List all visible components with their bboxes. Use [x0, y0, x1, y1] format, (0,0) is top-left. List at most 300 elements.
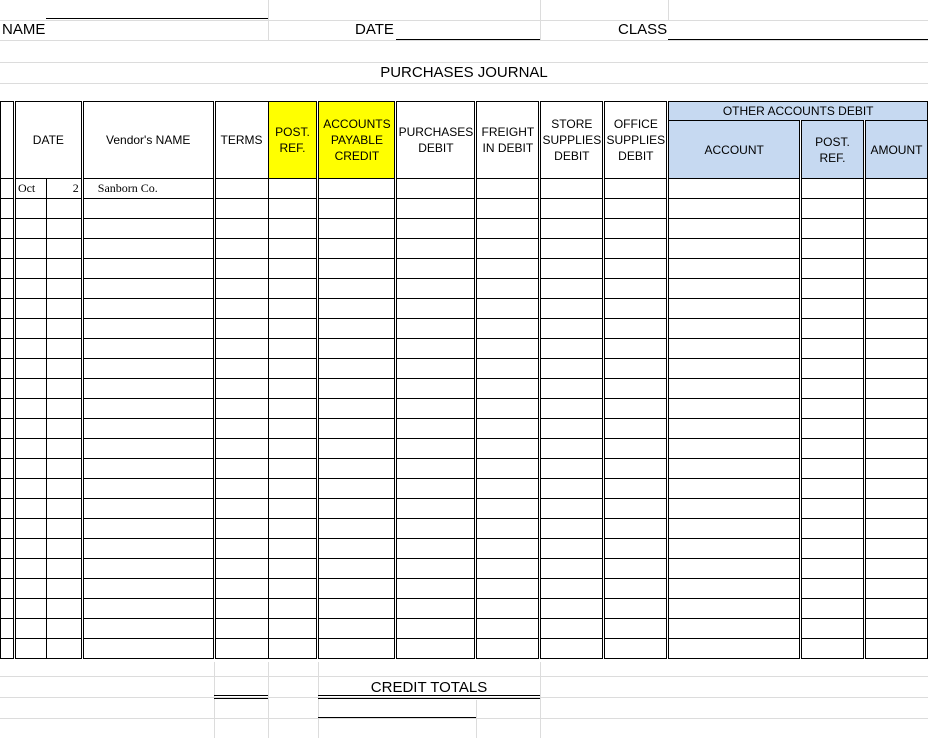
entry-post-ref-cell[interactable]	[268, 459, 318, 479]
entry-terms-cell[interactable]	[214, 419, 268, 439]
entry-freight-debit-cell[interactable]	[476, 179, 540, 199]
entry-other-account-cell[interactable]	[668, 239, 801, 259]
entry-ap-credit-cell[interactable]	[318, 579, 396, 599]
entry-other-post-ref-cell[interactable]	[801, 599, 865, 619]
entry-month-cell[interactable]	[14, 399, 46, 419]
entry-other-post-ref-cell[interactable]	[801, 539, 865, 559]
entry-day-cell[interactable]	[46, 219, 82, 239]
entry-office-supplies-cell[interactable]	[604, 619, 668, 639]
entry-other-amount-cell[interactable]	[864, 319, 927, 339]
entry-month-cell[interactable]	[14, 619, 46, 639]
entry-terms-cell[interactable]	[214, 179, 268, 199]
entry-day-cell[interactable]	[46, 259, 82, 279]
entry-other-post-ref-cell[interactable]	[801, 619, 865, 639]
entry-other-account-cell[interactable]	[668, 599, 801, 619]
entry-store-supplies-cell[interactable]	[540, 319, 604, 339]
entry-post-ref-cell[interactable]	[268, 299, 318, 319]
entry-other-amount-cell[interactable]	[864, 419, 927, 439]
entry-other-post-ref-cell[interactable]	[801, 519, 865, 539]
entry-other-post-ref-cell[interactable]	[801, 179, 865, 199]
entry-month-cell[interactable]	[14, 299, 46, 319]
entry-terms-cell[interactable]	[214, 539, 268, 559]
entry-store-supplies-cell[interactable]	[540, 439, 604, 459]
entry-store-supplies-cell[interactable]	[540, 579, 604, 599]
entry-month-cell[interactable]	[14, 479, 46, 499]
entry-other-amount-cell[interactable]	[864, 459, 927, 479]
entry-day-cell[interactable]	[46, 379, 82, 399]
entry-freight-debit-cell[interactable]	[476, 619, 540, 639]
entry-other-amount-cell[interactable]	[864, 579, 927, 599]
entry-store-supplies-cell[interactable]	[540, 339, 604, 359]
entry-month-cell[interactable]	[14, 319, 46, 339]
entry-ap-credit-cell[interactable]	[318, 379, 396, 399]
entry-store-supplies-cell[interactable]	[540, 279, 604, 299]
entry-post-ref-cell[interactable]	[268, 279, 318, 299]
entry-vendor-cell[interactable]	[82, 399, 214, 419]
entry-purchases-debit-cell[interactable]	[396, 379, 476, 399]
entry-terms-cell[interactable]	[214, 519, 268, 539]
entry-month-cell[interactable]	[14, 459, 46, 479]
entry-month-cell[interactable]	[14, 239, 46, 259]
entry-ap-credit-cell[interactable]	[318, 199, 396, 219]
entry-month-cell[interactable]	[14, 499, 46, 519]
entry-vendor-cell[interactable]	[82, 459, 214, 479]
entry-other-amount-cell[interactable]	[864, 219, 927, 239]
entry-other-account-cell[interactable]	[668, 499, 801, 519]
entry-terms-cell[interactable]	[214, 399, 268, 419]
entry-purchases-debit-cell[interactable]	[396, 279, 476, 299]
entry-post-ref-cell[interactable]	[268, 219, 318, 239]
entry-office-supplies-cell[interactable]	[604, 559, 668, 579]
entry-purchases-debit-cell[interactable]	[396, 599, 476, 619]
entry-store-supplies-cell[interactable]	[540, 419, 604, 439]
entry-store-supplies-cell[interactable]	[540, 619, 604, 639]
entry-other-amount-cell[interactable]	[864, 239, 927, 259]
entry-purchases-debit-cell[interactable]	[396, 319, 476, 339]
entry-terms-cell[interactable]	[214, 619, 268, 639]
entry-vendor-cell[interactable]	[82, 339, 214, 359]
entry-purchases-debit-cell[interactable]	[396, 459, 476, 479]
entry-month-cell[interactable]	[14, 639, 46, 659]
entry-post-ref-cell[interactable]	[268, 339, 318, 359]
entry-post-ref-cell[interactable]	[268, 639, 318, 659]
entry-post-ref-cell[interactable]	[268, 179, 318, 199]
entry-purchases-debit-cell[interactable]	[396, 399, 476, 419]
entry-freight-debit-cell[interactable]	[476, 639, 540, 659]
entry-post-ref-cell[interactable]	[268, 539, 318, 559]
entry-other-post-ref-cell[interactable]	[801, 199, 865, 219]
entry-office-supplies-cell[interactable]	[604, 479, 668, 499]
entry-office-supplies-cell[interactable]	[604, 639, 668, 659]
entry-purchases-debit-cell[interactable]	[396, 299, 476, 319]
entry-day-cell[interactable]	[46, 599, 82, 619]
entry-day-cell[interactable]	[46, 639, 82, 659]
entry-other-account-cell[interactable]	[668, 299, 801, 319]
entry-month-cell[interactable]	[14, 359, 46, 379]
entry-post-ref-cell[interactable]	[268, 319, 318, 339]
entry-day-cell[interactable]	[46, 559, 82, 579]
entry-vendor-cell[interactable]	[82, 559, 214, 579]
entry-post-ref-cell[interactable]	[268, 199, 318, 219]
entry-other-amount-cell[interactable]	[864, 379, 927, 399]
entry-vendor-cell[interactable]	[82, 599, 214, 619]
name-field[interactable]	[46, 18, 268, 19]
entry-freight-debit-cell[interactable]	[476, 339, 540, 359]
entry-purchases-debit-cell[interactable]	[396, 639, 476, 659]
entry-store-supplies-cell[interactable]	[540, 459, 604, 479]
entry-terms-cell[interactable]	[214, 639, 268, 659]
entry-other-amount-cell[interactable]	[864, 299, 927, 319]
entry-other-amount-cell[interactable]	[864, 439, 927, 459]
entry-office-supplies-cell[interactable]	[604, 459, 668, 479]
entry-other-account-cell[interactable]	[668, 639, 801, 659]
entry-post-ref-cell[interactable]	[268, 439, 318, 459]
date-field[interactable]	[396, 39, 540, 40]
entry-office-supplies-cell[interactable]	[604, 339, 668, 359]
entry-other-post-ref-cell[interactable]	[801, 399, 865, 419]
entry-ap-credit-cell[interactable]	[318, 539, 396, 559]
entry-store-supplies-cell[interactable]	[540, 599, 604, 619]
entry-other-account-cell[interactable]	[668, 359, 801, 379]
entry-store-supplies-cell[interactable]	[540, 239, 604, 259]
entry-store-supplies-cell[interactable]	[540, 299, 604, 319]
entry-other-account-cell[interactable]	[668, 539, 801, 559]
entry-office-supplies-cell[interactable]	[604, 379, 668, 399]
entry-store-supplies-cell[interactable]	[540, 399, 604, 419]
entry-freight-debit-cell[interactable]	[476, 199, 540, 219]
entry-vendor-cell[interactable]	[82, 499, 214, 519]
entry-day-cell[interactable]: 2	[46, 179, 82, 199]
entry-day-cell[interactable]	[46, 419, 82, 439]
entry-terms-cell[interactable]	[214, 579, 268, 599]
entry-freight-debit-cell[interactable]	[476, 379, 540, 399]
entry-other-post-ref-cell[interactable]	[801, 259, 865, 279]
entry-office-supplies-cell[interactable]	[604, 579, 668, 599]
entry-other-account-cell[interactable]	[668, 259, 801, 279]
entry-terms-cell[interactable]	[214, 379, 268, 399]
entry-ap-credit-cell[interactable]	[318, 219, 396, 239]
entry-vendor-cell[interactable]	[82, 319, 214, 339]
entry-purchases-debit-cell[interactable]	[396, 239, 476, 259]
entry-terms-cell[interactable]	[214, 439, 268, 459]
entry-day-cell[interactable]	[46, 439, 82, 459]
entry-ap-credit-cell[interactable]	[318, 559, 396, 579]
entry-other-account-cell[interactable]	[668, 519, 801, 539]
entry-terms-cell[interactable]	[214, 299, 268, 319]
entry-vendor-cell[interactable]	[82, 419, 214, 439]
entry-terms-cell[interactable]	[214, 279, 268, 299]
entry-day-cell[interactable]	[46, 299, 82, 319]
entry-other-amount-cell[interactable]	[864, 619, 927, 639]
entry-freight-debit-cell[interactable]	[476, 359, 540, 379]
entry-vendor-cell[interactable]	[82, 239, 214, 259]
entry-freight-debit-cell[interactable]	[476, 539, 540, 559]
entry-purchases-debit-cell[interactable]	[396, 539, 476, 559]
entry-purchases-debit-cell[interactable]	[396, 579, 476, 599]
entry-other-amount-cell[interactable]	[864, 199, 927, 219]
entry-post-ref-cell[interactable]	[268, 519, 318, 539]
entry-office-supplies-cell[interactable]	[604, 259, 668, 279]
entry-vendor-cell[interactable]	[82, 259, 214, 279]
entry-office-supplies-cell[interactable]	[604, 359, 668, 379]
entry-purchases-debit-cell[interactable]	[396, 359, 476, 379]
entry-store-supplies-cell[interactable]	[540, 359, 604, 379]
entry-store-supplies-cell[interactable]	[540, 559, 604, 579]
entry-month-cell[interactable]	[14, 259, 46, 279]
entry-store-supplies-cell[interactable]	[540, 539, 604, 559]
entry-office-supplies-cell[interactable]	[604, 239, 668, 259]
entry-terms-cell[interactable]	[214, 199, 268, 219]
entry-day-cell[interactable]	[46, 399, 82, 419]
entry-terms-cell[interactable]	[214, 259, 268, 279]
entry-freight-debit-cell[interactable]	[476, 519, 540, 539]
entry-post-ref-cell[interactable]	[268, 479, 318, 499]
entry-office-supplies-cell[interactable]	[604, 199, 668, 219]
entry-vendor-cell[interactable]	[82, 299, 214, 319]
entry-office-supplies-cell[interactable]	[604, 539, 668, 559]
entry-purchases-debit-cell[interactable]	[396, 179, 476, 199]
entry-purchases-debit-cell[interactable]	[396, 199, 476, 219]
entry-office-supplies-cell[interactable]	[604, 219, 668, 239]
entry-freight-debit-cell[interactable]	[476, 319, 540, 339]
entry-freight-debit-cell[interactable]	[476, 559, 540, 579]
entry-other-post-ref-cell[interactable]	[801, 579, 865, 599]
entry-other-post-ref-cell[interactable]	[801, 499, 865, 519]
entry-terms-cell[interactable]	[214, 599, 268, 619]
entry-month-cell[interactable]	[14, 339, 46, 359]
entry-day-cell[interactable]	[46, 319, 82, 339]
entry-other-amount-cell[interactable]	[864, 279, 927, 299]
entry-terms-cell[interactable]	[214, 339, 268, 359]
entry-freight-debit-cell[interactable]	[476, 259, 540, 279]
entry-other-amount-cell[interactable]	[864, 559, 927, 579]
entry-month-cell[interactable]	[14, 519, 46, 539]
entry-post-ref-cell[interactable]	[268, 599, 318, 619]
entry-month-cell[interactable]	[14, 199, 46, 219]
entry-purchases-debit-cell[interactable]	[396, 499, 476, 519]
entry-other-post-ref-cell[interactable]	[801, 639, 865, 659]
entry-month-cell[interactable]	[14, 419, 46, 439]
entry-terms-cell[interactable]	[214, 219, 268, 239]
entry-month-cell[interactable]	[14, 439, 46, 459]
entry-purchases-debit-cell[interactable]	[396, 339, 476, 359]
entry-other-post-ref-cell[interactable]	[801, 439, 865, 459]
entry-other-post-ref-cell[interactable]	[801, 459, 865, 479]
entry-other-account-cell[interactable]	[668, 179, 801, 199]
entry-freight-debit-cell[interactable]	[476, 479, 540, 499]
entry-other-amount-cell[interactable]	[864, 479, 927, 499]
entry-day-cell[interactable]	[46, 359, 82, 379]
entry-vendor-cell[interactable]	[82, 199, 214, 219]
entry-ap-credit-cell[interactable]	[318, 479, 396, 499]
entry-vendor-cell[interactable]	[82, 359, 214, 379]
entry-other-account-cell[interactable]	[668, 319, 801, 339]
entry-other-post-ref-cell[interactable]	[801, 239, 865, 259]
entry-ap-credit-cell[interactable]	[318, 359, 396, 379]
entry-office-supplies-cell[interactable]	[604, 179, 668, 199]
entry-ap-credit-cell[interactable]	[318, 399, 396, 419]
entry-other-post-ref-cell[interactable]	[801, 319, 865, 339]
entry-purchases-debit-cell[interactable]	[396, 559, 476, 579]
entry-purchases-debit-cell[interactable]	[396, 619, 476, 639]
entry-freight-debit-cell[interactable]	[476, 599, 540, 619]
entry-purchases-debit-cell[interactable]	[396, 419, 476, 439]
entry-freight-debit-cell[interactable]	[476, 419, 540, 439]
entry-other-amount-cell[interactable]	[864, 399, 927, 419]
entry-day-cell[interactable]	[46, 239, 82, 259]
entry-vendor-cell[interactable]	[82, 519, 214, 539]
entry-vendor-cell[interactable]	[82, 279, 214, 299]
entry-month-cell[interactable]	[14, 539, 46, 559]
entry-vendor-cell[interactable]	[82, 379, 214, 399]
entry-purchases-debit-cell[interactable]	[396, 259, 476, 279]
entry-other-account-cell[interactable]	[668, 279, 801, 299]
entry-post-ref-cell[interactable]	[268, 239, 318, 259]
entry-store-supplies-cell[interactable]	[540, 379, 604, 399]
entry-freight-debit-cell[interactable]	[476, 299, 540, 319]
entry-other-post-ref-cell[interactable]	[801, 299, 865, 319]
entry-freight-debit-cell[interactable]	[476, 399, 540, 419]
entry-month-cell[interactable]	[14, 219, 46, 239]
entry-other-account-cell[interactable]	[668, 459, 801, 479]
entry-ap-credit-cell[interactable]	[318, 319, 396, 339]
entry-other-account-cell[interactable]	[668, 439, 801, 459]
entry-ap-credit-cell[interactable]	[318, 499, 396, 519]
entry-other-amount-cell[interactable]	[864, 599, 927, 619]
entry-other-post-ref-cell[interactable]	[801, 359, 865, 379]
entry-month-cell[interactable]	[14, 579, 46, 599]
entry-terms-cell[interactable]	[214, 359, 268, 379]
entry-ap-credit-cell[interactable]	[318, 339, 396, 359]
entry-ap-credit-cell[interactable]	[318, 179, 396, 199]
entry-ap-credit-cell[interactable]	[318, 519, 396, 539]
entry-day-cell[interactable]	[46, 279, 82, 299]
entry-other-amount-cell[interactable]	[864, 179, 927, 199]
entry-other-post-ref-cell[interactable]	[801, 419, 865, 439]
entry-other-account-cell[interactable]	[668, 379, 801, 399]
entry-freight-debit-cell[interactable]	[476, 499, 540, 519]
entry-ap-credit-cell[interactable]	[318, 279, 396, 299]
entry-day-cell[interactable]	[46, 199, 82, 219]
entry-office-supplies-cell[interactable]	[604, 319, 668, 339]
entry-other-account-cell[interactable]	[668, 219, 801, 239]
entry-ap-credit-cell[interactable]	[318, 299, 396, 319]
entry-other-post-ref-cell[interactable]	[801, 279, 865, 299]
entry-vendor-cell[interactable]	[82, 219, 214, 239]
entry-post-ref-cell[interactable]	[268, 559, 318, 579]
entry-freight-debit-cell[interactable]	[476, 239, 540, 259]
entry-store-supplies-cell[interactable]	[540, 639, 604, 659]
entry-post-ref-cell[interactable]	[268, 579, 318, 599]
entry-office-supplies-cell[interactable]	[604, 519, 668, 539]
entry-purchases-debit-cell[interactable]	[396, 439, 476, 459]
entry-vendor-cell[interactable]: Sanborn Co.	[82, 179, 214, 199]
entry-office-supplies-cell[interactable]	[604, 439, 668, 459]
entry-other-account-cell[interactable]	[668, 559, 801, 579]
entry-office-supplies-cell[interactable]	[604, 279, 668, 299]
entry-day-cell[interactable]	[46, 459, 82, 479]
entry-day-cell[interactable]	[46, 339, 82, 359]
entry-other-account-cell[interactable]	[668, 479, 801, 499]
entry-ap-credit-cell[interactable]	[318, 639, 396, 659]
entry-other-amount-cell[interactable]	[864, 539, 927, 559]
entry-other-amount-cell[interactable]	[864, 639, 927, 659]
entry-ap-credit-cell[interactable]	[318, 459, 396, 479]
entry-purchases-debit-cell[interactable]	[396, 479, 476, 499]
entry-month-cell[interactable]	[14, 279, 46, 299]
entry-ap-credit-cell[interactable]	[318, 599, 396, 619]
entry-vendor-cell[interactable]	[82, 639, 214, 659]
entry-office-supplies-cell[interactable]	[604, 399, 668, 419]
entry-freight-debit-cell[interactable]	[476, 219, 540, 239]
entry-other-account-cell[interactable]	[668, 619, 801, 639]
entry-store-supplies-cell[interactable]	[540, 219, 604, 239]
entry-post-ref-cell[interactable]	[268, 259, 318, 279]
entry-store-supplies-cell[interactable]	[540, 199, 604, 219]
entry-post-ref-cell[interactable]	[268, 379, 318, 399]
entry-other-post-ref-cell[interactable]	[801, 219, 865, 239]
entry-other-account-cell[interactable]	[668, 339, 801, 359]
entry-other-account-cell[interactable]	[668, 199, 801, 219]
entry-freight-debit-cell[interactable]	[476, 459, 540, 479]
entry-post-ref-cell[interactable]	[268, 419, 318, 439]
entry-vendor-cell[interactable]	[82, 479, 214, 499]
entry-office-supplies-cell[interactable]	[604, 419, 668, 439]
entry-other-post-ref-cell[interactable]	[801, 379, 865, 399]
entry-terms-cell[interactable]	[214, 559, 268, 579]
entry-purchases-debit-cell[interactable]	[396, 519, 476, 539]
entry-store-supplies-cell[interactable]	[540, 499, 604, 519]
entry-other-amount-cell[interactable]	[864, 359, 927, 379]
entry-terms-cell[interactable]	[214, 479, 268, 499]
entry-vendor-cell[interactable]	[82, 539, 214, 559]
entry-ap-credit-cell[interactable]	[318, 239, 396, 259]
entry-other-amount-cell[interactable]	[864, 339, 927, 359]
entry-day-cell[interactable]	[46, 499, 82, 519]
entry-freight-debit-cell[interactable]	[476, 439, 540, 459]
entry-other-account-cell[interactable]	[668, 399, 801, 419]
entry-other-amount-cell[interactable]	[864, 519, 927, 539]
entry-office-supplies-cell[interactable]	[604, 499, 668, 519]
entry-post-ref-cell[interactable]	[268, 619, 318, 639]
entry-other-post-ref-cell[interactable]	[801, 559, 865, 579]
entry-terms-cell[interactable]	[214, 239, 268, 259]
entry-ap-credit-cell[interactable]	[318, 619, 396, 639]
entry-month-cell[interactable]	[14, 379, 46, 399]
entry-month-cell[interactable]	[14, 559, 46, 579]
class-field[interactable]	[668, 39, 928, 40]
entry-vendor-cell[interactable]	[82, 619, 214, 639]
entry-other-post-ref-cell[interactable]	[801, 339, 865, 359]
entry-purchases-debit-cell[interactable]	[396, 219, 476, 239]
entry-ap-credit-cell[interactable]	[318, 259, 396, 279]
entry-day-cell[interactable]	[46, 619, 82, 639]
entry-office-supplies-cell[interactable]	[604, 299, 668, 319]
entry-terms-cell[interactable]	[214, 499, 268, 519]
entry-ap-credit-cell[interactable]	[318, 419, 396, 439]
entry-day-cell[interactable]	[46, 519, 82, 539]
entry-other-account-cell[interactable]	[668, 579, 801, 599]
entry-other-amount-cell[interactable]	[864, 499, 927, 519]
entry-other-post-ref-cell[interactable]	[801, 479, 865, 499]
entry-vendor-cell[interactable]	[82, 439, 214, 459]
entry-post-ref-cell[interactable]	[268, 499, 318, 519]
entry-vendor-cell[interactable]	[82, 579, 214, 599]
entry-day-cell[interactable]	[46, 539, 82, 559]
entry-other-amount-cell[interactable]	[864, 259, 927, 279]
entry-post-ref-cell[interactable]	[268, 399, 318, 419]
entry-other-account-cell[interactable]	[668, 419, 801, 439]
